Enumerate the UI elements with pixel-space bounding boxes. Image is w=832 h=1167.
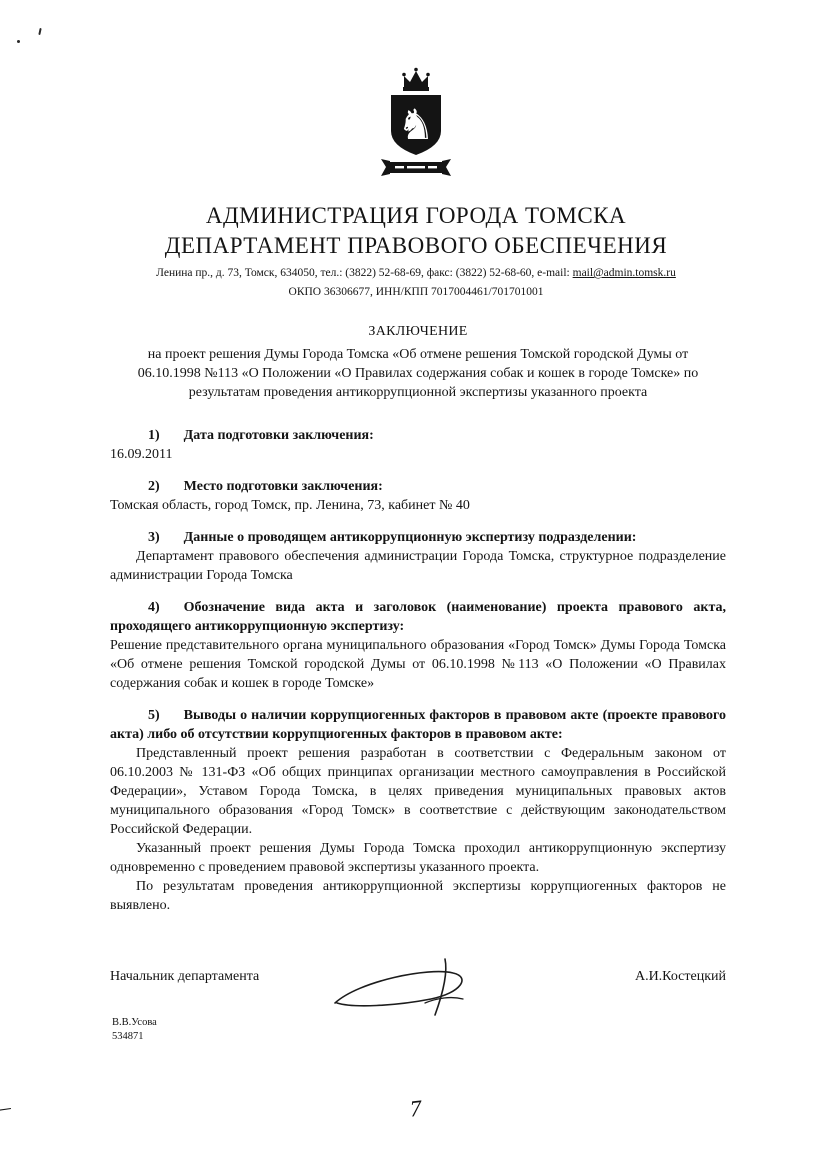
item-5-paragraph-2: Указанный проект решения Думы Города Томска проходил антикоррупционную экспертизу одновременно с проведением правовой экспертизы указанного проекта. (110, 841, 726, 875)
item-2-heading (110, 477, 726, 496)
scan-artifact-dot (17, 40, 20, 43)
item-3-label: Данные о проводящем антикоррупционную экспертизу подразделении: (183, 530, 637, 545)
executor-block (112, 1016, 157, 1044)
document-title: ЗАКЛЮЧЕНИЕ (368, 324, 468, 339)
executor-name: В.В.Усова (112, 1017, 157, 1028)
svg-text:♞: ♞ (397, 100, 435, 149)
item-1 (110, 426, 726, 464)
item-3 (110, 528, 726, 585)
signature-block (110, 961, 726, 1031)
letterhead (0, 0, 832, 298)
contact-line (0, 267, 832, 279)
handwritten-signature (325, 955, 505, 1031)
registration-codes: ОКПО 36306677, ИНН/КПП 7017004461/701701001 (288, 286, 544, 298)
page-number (0, 1096, 832, 1122)
item-3-number: 3) (148, 530, 160, 545)
item-1-label: Дата подготовки заключения: (183, 428, 374, 443)
signatory-name: А.И.Костецкий (634, 969, 726, 984)
item-5 (110, 706, 726, 915)
item-5-paragraph-3: По результатам проведения антикоррупционной экспертизы коррупциогенных факторов не выявлено. (110, 879, 726, 913)
item-1-number: 1) (148, 428, 160, 443)
page-number-digit: 7 (408, 1095, 423, 1122)
item-5-paragraph-1: Представленный проект решения разработан в соответствии с Федеральным законом от 06.10.2003 № 131-ФЗ «Об общих принципах организации местного самоуправления в Российской Федерации», Уставом Города Томска, в целях приведения муниципальных правовых актов муниципального образования «Город Томск» в соответствие с действующим законодательством Российской Федерации. (110, 746, 726, 837)
item-5-label: Выводы о наличии коррупциогенных факторов в правовом акте (проекте правового акта) либо об отсутствии коррупциогенных факторов в правовом акте: (110, 708, 726, 742)
item-4 (110, 598, 726, 693)
item-1-heading (110, 426, 726, 445)
item-4-body: Решение представительного органа муниципального образования «Город Томск» Думы Города Томска «Об отмене решения Томской городской Думы от 06.10.1998 №113 «О Положении «О Правилах содержания собак и кошек в городе Томске» (110, 638, 726, 691)
item-4-label: Обозначение вида акта и заголовок (наименование) проекта правового акта, проходящего антикоррупционную экспертизу: (110, 600, 726, 634)
item-2 (110, 477, 726, 515)
organization-name: АДМИНИСТРАЦИЯ ГОРОДА ТОМСКА (205, 203, 627, 228)
item-3-heading (110, 528, 726, 547)
item-2-number: 2) (148, 479, 160, 494)
item-5-heading (110, 706, 726, 744)
department-name: ДЕПАРТАМЕНТ ПРАВОВОГО ОБЕСПЕЧЕНИЯ (164, 233, 668, 258)
item-1-body: 16.09.2011 (110, 447, 173, 462)
numbered-items (110, 426, 726, 915)
item-5-number: 5) (148, 708, 160, 723)
contact-text: Ленина пр., д. 73, Томск, 634050, тел.: (3822) 52-68-69, факс: (3822) 52-68-60, e-mail: (156, 267, 573, 279)
item-2-label: Место подготовки заключения: (183, 479, 383, 494)
page-number-crossbar (0, 1108, 11, 1111)
document-subject: на проект решения Думы Города Томска «Об отмене решения Томской городской Думы от 06.10.1998 №113 «О Положении «О Правилах содержания собак и кошек в городе Томске» по результатам проведения антикоррупционной экспертизы указанного проекта (137, 347, 699, 400)
email-address: mail@admin.tomsk.ru (572, 267, 676, 279)
item-4-heading (110, 598, 726, 636)
item-3-body: Департамент правового обеспечения администрации Города Томска, структурное подразделение администрации Города Томска (110, 549, 726, 583)
executor-phone: 534871 (112, 1031, 144, 1042)
item-4-number: 4) (148, 600, 160, 615)
document-body (110, 308, 726, 1031)
tomsk-coat-of-arms-icon (378, 62, 454, 188)
signatory-title: Начальник департамента (110, 969, 260, 984)
item-2-body: Томская область, город Томск, пр. Ленина, 73, кабинет № 40 (110, 498, 470, 513)
